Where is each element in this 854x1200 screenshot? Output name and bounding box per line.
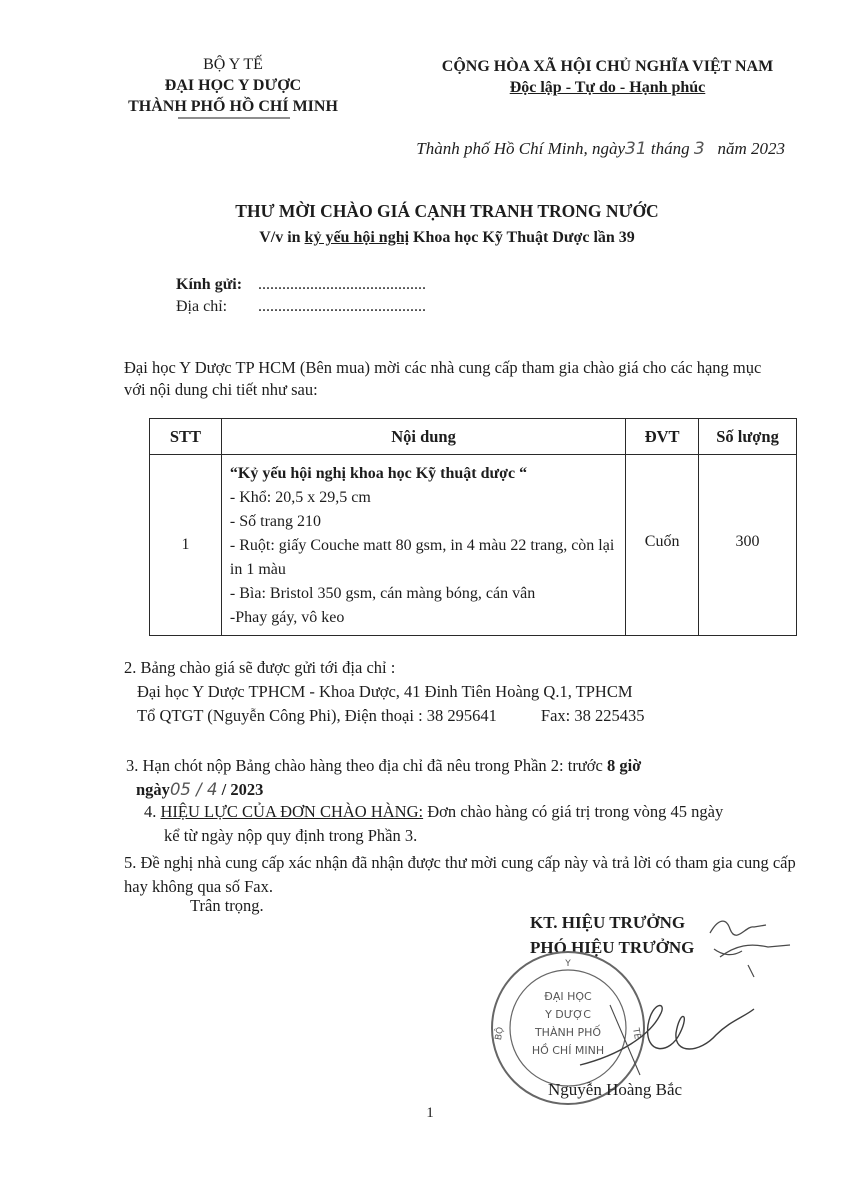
section-4-text2: kể từ ngày nộp quy định trong Phần 3.: [164, 826, 418, 845]
republic-title: CỘNG HÒA XÃ HỘI CHỦ NGHĨA VIỆT NAM: [441, 58, 774, 75]
section-3-text: 3. Hạn chót nộp Bảng chào hàng theo địa chỉ đã nêu trong Phần 2: trước: [126, 756, 607, 775]
section-4-text: Đơn chào hàng có giá trị trong vòng 45 ngày: [423, 802, 724, 821]
stamp-top: Y: [565, 959, 571, 969]
stamp-line: Y DƯỢC: [545, 1008, 591, 1021]
page-number: 1: [426, 1105, 434, 1121]
stamp-side-left: BỘ: [493, 1026, 507, 1042]
date-year: năm 2023: [717, 139, 785, 158]
document-title: THƯ MỜI CHÀO GIÁ CẠNH TRANH TRONG NƯỚC: [235, 201, 659, 221]
section-4-label: HIỆU LỰC CỦA ĐƠN CHÀO HÀNG:: [160, 802, 424, 821]
deadline-year: / 2023: [221, 780, 264, 799]
address-label: Địa chỉ:: [176, 298, 228, 315]
subtitle-underlined: kỷ yếu hội nghị: [304, 229, 410, 246]
item-line: - Số trang 210: [229, 513, 322, 530]
stamp-line: THÀNH PHỐ: [534, 1026, 602, 1039]
contact-fax: Fax: 38 225435: [540, 706, 645, 725]
university-name: ĐẠI HỌC Y DƯỢC: [164, 77, 302, 94]
cell-content: [221, 455, 625, 636]
header-unit: ĐVT: [626, 419, 699, 455]
deadline-date-handwritten: 05 / 4: [169, 780, 218, 799]
header-content: Nội dung: [221, 419, 625, 455]
deadline-time: 8 giờ: [606, 756, 642, 775]
cell-unit: Cuốn: [626, 455, 699, 636]
ministry-name: BỘ Y TẾ: [203, 56, 263, 73]
subtitle-prefix: V/v in: [259, 229, 305, 246]
document-subtitle: [120, 229, 774, 247]
signer-name: Nguyễn Hoàng Bắc: [548, 1080, 683, 1099]
item-line: - Khổ: 20,5 x 29,5 cm: [229, 489, 371, 506]
section-3: [126, 754, 806, 802]
item-title: “Kỷ yếu hội nghị khoa học Kỹ thuật dược “: [229, 465, 528, 482]
date-line: [300, 139, 785, 159]
signature-line-2: PHÓ HIỆU TRƯỞNG: [530, 938, 695, 957]
recipient-block: [176, 274, 426, 318]
header-stt: STT: [150, 419, 222, 455]
section-5: 5. Đề nghị nhà cung cấp xác nhận đã nhận được thư mời cung cấp này và trả lời có tham gia cung cấp hay không qua số Fax.: [124, 853, 796, 896]
items-table: [149, 418, 797, 636]
to-label: Kính gửi:: [176, 276, 243, 293]
closing: Trân trọng.: [190, 896, 264, 915]
motto: Độc lập - Tự do - Hạnh phúc: [509, 79, 706, 96]
date-month: 3: [693, 139, 705, 159]
item-line: - Bìa: Bristol 350 gsm, cán màng bóng, cán vân: [229, 585, 536, 602]
section-2-heading: 2. Bảng chào giá sẽ được gửi tới địa chỉ :: [124, 658, 396, 677]
cell-stt: 1: [150, 455, 222, 636]
section-2-contact: [124, 704, 804, 728]
contact-phone: Tổ QTGT (Nguyễn Công Phi), Điện thoại : 38 295641: [137, 706, 497, 725]
item-line: -Phay gáy, vô keo: [229, 609, 345, 626]
deadline-date-label: ngày: [136, 780, 170, 799]
address-value: ..........................................: [258, 298, 426, 315]
section-2: [124, 656, 804, 728]
to-value: ..........................................: [258, 276, 426, 293]
section-4-number: 4.: [144, 802, 161, 821]
table-row: [150, 455, 797, 636]
header-quantity: Số lượng: [699, 419, 797, 455]
stamp-line: HỒ CHÍ MINH: [531, 1044, 605, 1057]
issuer-underline: [178, 117, 290, 120]
city-name: THÀNH PHỐ HỒ CHÍ MINH: [128, 98, 338, 115]
section-4: [144, 800, 804, 848]
intro-paragraph: Đại học Y Dược TP HCM (Bên mua) mời các nhà cung cấp tham gia chào giá cho các hạng mục với nội dung chi tiết như sau:: [124, 358, 762, 399]
signature-line-1: KT. HIỆU TRƯỞNG: [530, 913, 686, 932]
date-prefix: Thành phố Hồ Chí Minh, ngày: [416, 139, 626, 158]
item-line: - Ruột: giấy Couche matt 80 gsm, in 4 màu 22 trang, còn lại in 1 màu: [229, 537, 615, 578]
section-2-address: Đại học Y Dược TPHCM - Khoa Dược, 41 Đinh Tiên Hoàng Q.1, TPHCM: [137, 682, 633, 701]
date-day: 31: [625, 139, 647, 159]
stamp-line: ĐẠI HỌC: [544, 990, 592, 1003]
stamp-side-right: TẾ: [630, 1027, 642, 1041]
date-month-label: tháng: [650, 139, 690, 158]
cell-quantity: 300: [699, 455, 797, 636]
subtitle-suffix: Khoa học Kỹ Thuật Dược lần 39: [409, 229, 635, 246]
issuer-block: [108, 54, 358, 117]
national-header: [410, 56, 805, 98]
handwritten-signature: [540, 905, 810, 1095]
table-header-row: [150, 419, 797, 455]
